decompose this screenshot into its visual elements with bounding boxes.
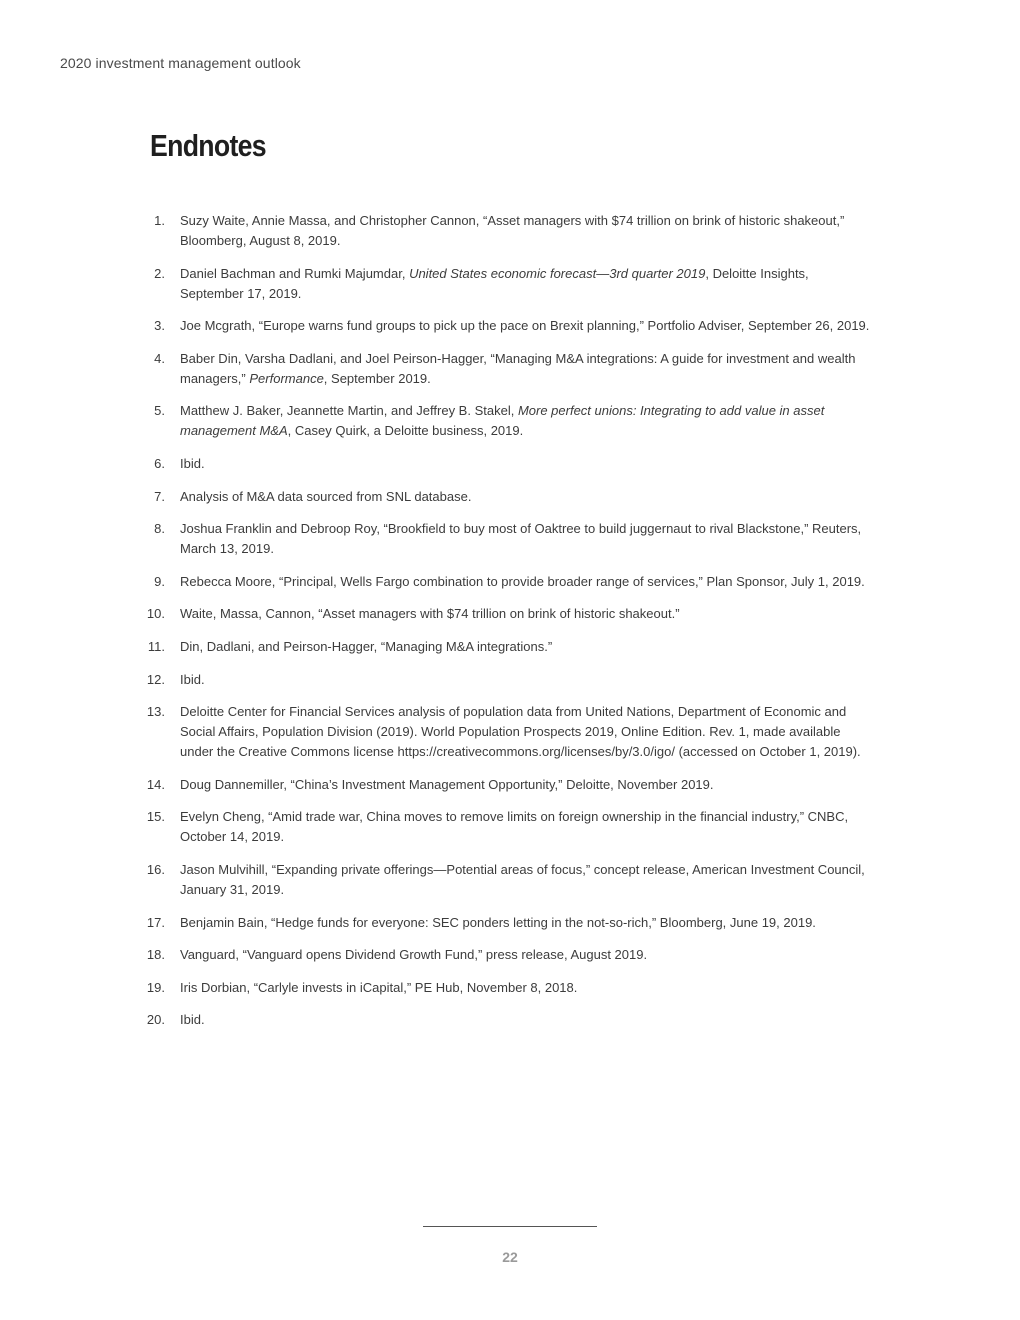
endnote-number: 5. bbox=[154, 403, 165, 419]
endnote-text-part: Din, Dadlani, and Peirson-Hagger, “Managing M&A integrations.” bbox=[180, 638, 553, 654]
endnote-item bbox=[140, 945, 870, 965]
endnote-number: 14. bbox=[146, 776, 165, 792]
endnote-number: 13. bbox=[146, 704, 165, 720]
endnote-text bbox=[180, 349, 870, 389]
footer-divider bbox=[423, 1226, 597, 1227]
endnote-text bbox=[180, 945, 870, 965]
endnote-text bbox=[180, 211, 870, 251]
endnote-text-part: Evelyn Cheng, “Amid trade war, China moves to remove limits on foreign ownership in the financial industry,” CNBC, October 14, 2019. bbox=[180, 809, 849, 845]
endnote-number: 16. bbox=[146, 861, 165, 877]
endnote-text bbox=[180, 316, 870, 336]
endnote-item bbox=[140, 702, 870, 762]
endnote-number: 9. bbox=[154, 573, 165, 589]
endnote-number: 8. bbox=[154, 521, 165, 537]
endnote-number: 6. bbox=[154, 455, 165, 471]
endnote-text-part: Joshua Franklin and Debroop Roy, “Brookfield to buy most of Oaktree to build juggernaut to rival Blackstone,” Reuters, March 13, 2019. bbox=[180, 521, 862, 557]
endnote-number: 11. bbox=[147, 638, 165, 654]
endnote-number: 18. bbox=[146, 947, 165, 963]
endnote-item bbox=[140, 349, 870, 389]
endnote-text bbox=[180, 572, 870, 592]
endnote-text-part: Baber Din, Varsha Dadlani, and Joel Peirson-Hagger, “Managing M&A integrations: A guide for investment and wealth managers,” bbox=[180, 350, 856, 386]
endnote-text bbox=[180, 264, 870, 304]
page-title: Endnotes bbox=[150, 128, 266, 163]
endnote-number: 10. bbox=[146, 606, 165, 622]
endnote-item bbox=[140, 572, 870, 592]
endnote-number: 1. bbox=[154, 213, 165, 228]
endnote-text-part: Iris Dorbian, “Carlyle invests in iCapital,” PE Hub, November 8, 2018. bbox=[180, 979, 578, 995]
endnote-text-part: , September 2019. bbox=[323, 370, 431, 386]
endnote-number: 15. bbox=[146, 809, 165, 825]
endnote-text-part: Ibid. bbox=[180, 455, 205, 471]
endnote-item bbox=[140, 454, 870, 474]
endnote-text bbox=[180, 860, 870, 900]
endnote-item bbox=[140, 670, 870, 690]
endnote-item bbox=[140, 211, 870, 251]
endnote-text bbox=[180, 454, 870, 474]
endnote-text bbox=[180, 670, 870, 690]
page-number: 22 bbox=[502, 1249, 518, 1265]
endnote-text-part: Waite, Massa, Cannon, “Asset managers with $74 trillion on brink of historic shakeout.” bbox=[180, 606, 680, 622]
endnote-text bbox=[180, 637, 870, 657]
endnote-item bbox=[140, 519, 870, 559]
endnote-text bbox=[180, 1010, 870, 1030]
endnote-text-part: Benjamin Bain, “Hedge funds for everyone: SEC ponders letting in the not-so-rich,” Bloomberg, June 19, 2019. bbox=[180, 914, 816, 930]
endnote-italic-title: United States economic forecast—3rd quarter 2019 bbox=[409, 265, 706, 281]
endnote-italic-title: More perfect unions: Integrating to add value in asset management M&A bbox=[180, 403, 825, 439]
endnote-text bbox=[180, 913, 870, 933]
endnote-text-part: , Deloitte Insights, September 17, 2019. bbox=[180, 265, 809, 301]
endnote-item bbox=[140, 913, 870, 933]
endnote-text-part: Doug Dannemiller, “China’s Investment Management Opportunity,” Deloitte, November 2019. bbox=[180, 776, 714, 792]
endnote-number: 2. bbox=[154, 265, 165, 281]
endnote-text bbox=[180, 519, 870, 559]
endnote-item bbox=[140, 604, 870, 624]
endnote-text-part: Joe Mcgrath, “Europe warns fund groups to pick up the pace on Brexit planning,” Portfolio Adviser, September 26, 2019. bbox=[180, 318, 870, 334]
endnote-text-part: Jason Mulvihill, “Expanding private offerings—Potential areas of focus,” concept release, American Investment Council, January 31, 2019. bbox=[180, 861, 865, 897]
endnote-text-part: Ibid. bbox=[180, 1012, 205, 1028]
endnote-text-part: Deloitte Center for Financial Services analysis of population data from United Nations, Department of Economic and Social Affairs, Population Division (2019). World Population Prospects 2019, Online Edition. Rev. 1, made available under the Creative Commons license https://creativecommons.org/licenses/by/3.0/igo/ (accessed on October 1, 2019). bbox=[180, 704, 861, 760]
endnote-item bbox=[140, 1010, 870, 1030]
endnote-item bbox=[140, 775, 870, 795]
endnote-text-part: Rebecca Moore, “Principal, Wells Fargo combination to provide broader range of services,” Plan Sponsor, July 1, 2019. bbox=[180, 573, 865, 589]
endnotes-list bbox=[140, 211, 870, 1043]
endnote-text-part: Analysis of M&A data sourced from SNL database. bbox=[180, 488, 472, 504]
endnote-item bbox=[140, 401, 870, 441]
endnote-text-part: Suzy Waite, Annie Massa, and Christopher Cannon, “Asset managers with $74 trillion on brink of historic shakeout,” Bloomberg, August 8, 2019. bbox=[180, 213, 845, 248]
endnote-item bbox=[140, 637, 870, 657]
endnote-item bbox=[140, 316, 870, 336]
endnote-text bbox=[180, 401, 870, 441]
endnote-text bbox=[180, 702, 870, 762]
endnote-text-part: , Casey Quirk, a Deloitte business, 2019. bbox=[287, 423, 524, 439]
endnote-text-part: Ibid. bbox=[180, 671, 205, 687]
endnote-text bbox=[180, 978, 870, 998]
endnote-number: 4. bbox=[154, 350, 165, 366]
endnote-item bbox=[140, 978, 870, 998]
endnote-text bbox=[180, 604, 870, 624]
endnote-item bbox=[140, 264, 870, 304]
endnote-item bbox=[140, 860, 870, 900]
endnote-text bbox=[180, 487, 870, 507]
endnote-number: 7. bbox=[154, 488, 165, 504]
endnote-text bbox=[180, 775, 870, 795]
endnote-text-part: Matthew J. Baker, Jeannette Martin, and Jeffrey B. Stakel, bbox=[180, 403, 518, 419]
endnote-italic-title: Performance bbox=[249, 370, 324, 386]
endnote-text-part: Vanguard, “Vanguard opens Dividend Growth Fund,” press release, August 2019. bbox=[180, 947, 648, 963]
endnote-number: 12. bbox=[146, 671, 165, 687]
endnote-number: 3. bbox=[154, 318, 165, 334]
endnote-number: 19. bbox=[146, 979, 165, 995]
endnote-number: 20. bbox=[146, 1012, 165, 1028]
running-header: 2020 investment management outlook bbox=[60, 55, 301, 71]
endnote-text bbox=[180, 807, 870, 847]
endnote-number: 17. bbox=[146, 914, 165, 930]
endnote-item bbox=[140, 487, 870, 507]
endnote-text-part: Daniel Bachman and Rumki Majumdar, bbox=[180, 265, 410, 281]
endnote-item bbox=[140, 807, 870, 847]
